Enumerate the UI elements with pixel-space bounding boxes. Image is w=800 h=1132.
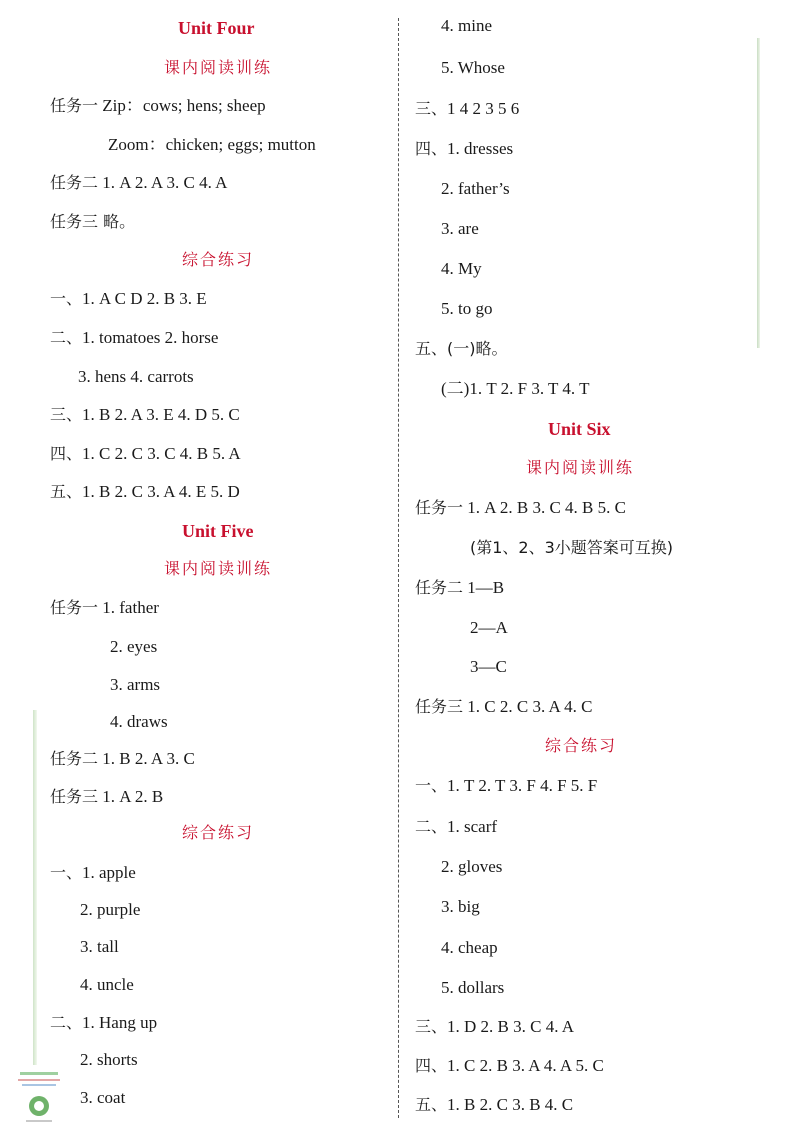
unit-five-reading-title: 课内阅读训练 xyxy=(164,559,273,578)
u4-task1-line xyxy=(50,95,266,117)
u5-p1-item: 3. tall xyxy=(80,937,119,956)
u4-p5-answers: 1. B 2. C 3. A 4. E 5. D xyxy=(82,482,240,501)
unit-five-title: Unit Five xyxy=(182,521,254,541)
u5-p4-item: 1. dresses xyxy=(447,139,514,158)
u4-task1-label: 任务一 xyxy=(50,96,99,115)
unit-six-title: Unit Six xyxy=(548,419,611,439)
u5-p5-part1: (一)略。 xyxy=(447,339,508,358)
page-edge-right xyxy=(757,38,760,348)
u4-p5-line xyxy=(50,481,240,503)
u5-p3-label: 三、 xyxy=(415,99,448,118)
u6-p3-answers: 1. D 2. B 3. C 4. A xyxy=(447,1017,575,1036)
u5-task1-item: 2. eyes xyxy=(110,637,158,656)
u6-p2-item: 1. scarf xyxy=(447,817,498,836)
u5-task1-item: 1. father xyxy=(98,598,159,617)
unit-four-practice-title: 综合练习 xyxy=(182,250,255,269)
u6-p4-line xyxy=(415,1055,604,1077)
u4-p2-line xyxy=(50,327,218,349)
u4-p5-label: 五、 xyxy=(50,482,83,501)
u6-p2-item: 4. cheap xyxy=(441,938,498,957)
u6-p2-item: 3. big xyxy=(441,897,480,916)
unit-four-reading-title: 课内阅读训练 xyxy=(164,58,273,77)
u5-p1-item: 1. apple xyxy=(82,863,136,882)
u6-p4-label: 四、 xyxy=(415,1056,448,1075)
u6-p5-label: 五、 xyxy=(415,1095,448,1114)
u6-task2-item: 2—A xyxy=(470,618,508,637)
u5-p3-line xyxy=(415,98,519,120)
u6-p2-label: 二、 xyxy=(415,817,448,836)
u4-p4-label: 四、 xyxy=(50,444,83,463)
u4-p4-answers: 1. C 2. C 3. C 4. B 5. A xyxy=(82,444,241,463)
u6-p2-item: 5. dollars xyxy=(441,978,505,997)
page-divider xyxy=(398,18,399,1118)
u6-p5-line xyxy=(415,1094,573,1116)
u6-p4-answers: 1. C 2. B 3. A 4. A 5. C xyxy=(447,1056,604,1075)
unit-five-practice-title: 综合练习 xyxy=(182,823,255,842)
u5-p2-item: 4. mine xyxy=(441,16,492,35)
u4-task2-answers: 1. A 2. A 3. C 4. A xyxy=(98,173,228,192)
u5-p2-item: 2. shorts xyxy=(80,1050,138,1069)
u5-p5-label: 五、 xyxy=(415,339,448,358)
u5-p2-label: 二、 xyxy=(50,1013,83,1032)
u5-p5-part2: (二)1. T 2. F 3. T 4. T xyxy=(441,379,590,398)
u6-p3-line xyxy=(415,1016,574,1038)
u5-task3-answers: 1. A 2. B xyxy=(98,787,164,806)
u4-task2-label: 任务二 xyxy=(50,173,99,192)
u5-p4-item: 2. father’s xyxy=(441,179,510,198)
u4-p1-label: 一、 xyxy=(50,289,83,308)
u5-p4-label: 四、 xyxy=(415,139,448,158)
u6-p2-item: 2. gloves xyxy=(441,857,503,876)
u4-task3-line xyxy=(50,211,135,233)
u4-task1-zoom: Zoom：chicken; eggs; mutton xyxy=(108,135,316,154)
u5-p2-line xyxy=(50,1012,157,1034)
u5-task1-line xyxy=(50,597,159,619)
u4-p2-label: 二、 xyxy=(50,328,83,347)
u6-p1-answers: 1. T 2. T 3. F 4. F 5. F xyxy=(447,776,598,795)
unit-six-reading-title: 课内阅读训练 xyxy=(526,458,635,477)
u5-task3-line xyxy=(50,786,163,808)
u6-task1-label: 任务一 xyxy=(415,498,464,517)
u6-task2-item: 1—B xyxy=(463,578,505,597)
u5-task1-item: 4. draws xyxy=(110,712,168,731)
u6-task3-answers: 1. C 2. C 3. A 4. C xyxy=(463,697,593,716)
u5-task3-label: 任务三 xyxy=(50,787,99,806)
u6-p5-answers: 1. B 2. C 3. B 4. C xyxy=(447,1095,574,1114)
u5-p4-item: 3. are xyxy=(441,219,479,238)
u6-task1-line xyxy=(415,497,626,519)
u5-task2-line xyxy=(50,748,195,770)
u5-p1-label: 一、 xyxy=(50,863,83,882)
u5-task2-label: 任务二 xyxy=(50,749,99,768)
u6-task3-label: 任务三 xyxy=(415,697,464,716)
u4-p3-label: 三、 xyxy=(50,405,83,424)
u4-p3-line xyxy=(50,404,240,426)
u4-task3-label: 任务三 xyxy=(50,212,99,231)
u6-task2-line xyxy=(415,577,504,599)
u5-p1-line xyxy=(50,862,136,884)
u4-task1-zip: Zip：cows; hens; sheep xyxy=(98,96,266,115)
u5-p1-item: 4. uncle xyxy=(80,975,134,994)
u6-p3-label: 三、 xyxy=(415,1017,448,1036)
u6-p2-line xyxy=(415,816,497,838)
u6-task3-line xyxy=(415,696,592,718)
u5-p1-item: 2. purple xyxy=(80,900,141,919)
u4-p2-answers-b: 3. hens 4. carrots xyxy=(78,367,194,386)
u4-p1-answers: 1. A C D 2. B 3. E xyxy=(82,289,207,308)
u6-task1-answers: 1. A 2. B 3. C 4. B 5. C xyxy=(463,498,626,517)
u5-task1-item: 3. arms xyxy=(110,675,161,694)
u4-p4-line xyxy=(50,443,241,465)
u5-task1-label: 任务一 xyxy=(50,598,99,617)
u4-p1-line xyxy=(50,288,207,310)
u5-p2-item: 5. Whose xyxy=(441,58,505,77)
u6-p1-label: 一、 xyxy=(415,776,448,795)
unit-six-practice-title: 综合练习 xyxy=(545,736,618,755)
u4-task3-answer: 略。 xyxy=(98,212,136,231)
page-edge-left xyxy=(33,710,37,1065)
u5-p4-line xyxy=(415,138,513,160)
u6-task2-item: 3—C xyxy=(470,657,507,676)
u4-p3-answers: 1. B 2. A 3. E 4. D 5. C xyxy=(82,405,240,424)
u4-p2-answers-a: 1. tomatoes 2. horse xyxy=(82,328,219,347)
u6-p1-line xyxy=(415,775,597,797)
u6-task2-label: 任务二 xyxy=(415,578,464,597)
u5-p2-item: 1. Hang up xyxy=(82,1013,158,1032)
publisher-logo xyxy=(16,1070,62,1126)
u5-p5-line xyxy=(415,338,508,360)
unit-four-title: Unit Four xyxy=(178,18,255,38)
u5-p3-answers: 1 4 2 3 5 6 xyxy=(447,99,520,118)
u5-p4-item: 4. My xyxy=(441,259,482,278)
u5-p2-item: 3. coat xyxy=(80,1088,126,1107)
u5-task2-answers: 1. B 2. A 3. C xyxy=(98,749,195,768)
u5-p4-item: 5. to go xyxy=(441,299,493,318)
u6-task1-note: (第1、2、3小题答案可互换) xyxy=(470,538,674,557)
u4-task2-line xyxy=(50,172,227,194)
